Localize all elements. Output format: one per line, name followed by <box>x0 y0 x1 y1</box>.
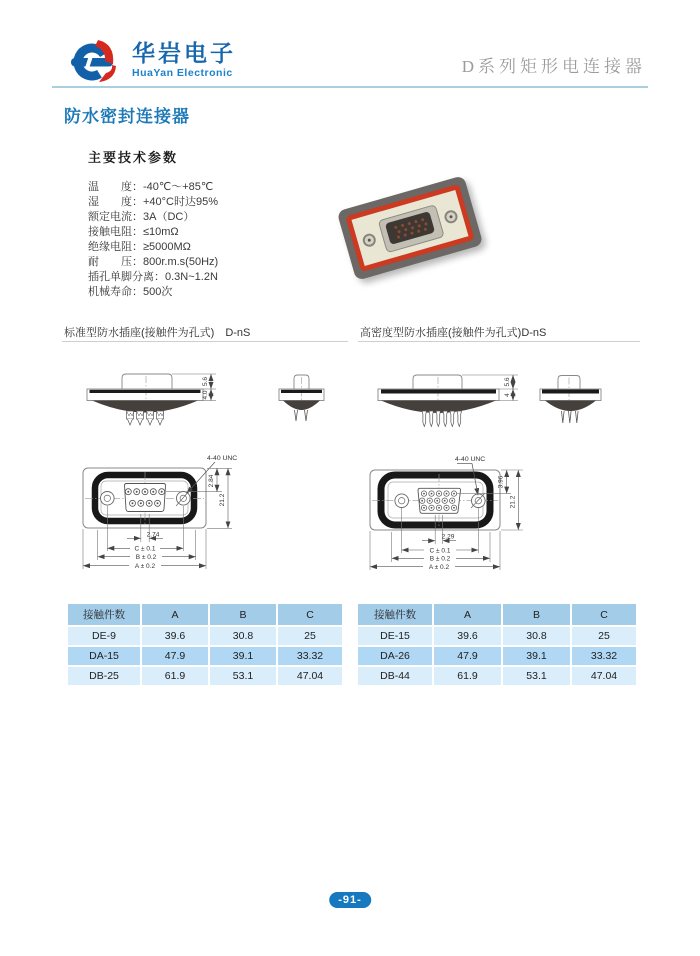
spec-insulation-resistance: 绝缘电阻：≥5000MΩ <box>88 241 191 253</box>
svg-text:5.6: 5.6 <box>202 376 209 387</box>
svg-text:A ± 0.2: A ± 0.2 <box>134 563 156 570</box>
logo-text <box>132 41 236 79</box>
params-heading: 主要技术参数 <box>88 150 179 165</box>
spec-list <box>88 180 218 300</box>
svg-text:21.2: 21.2 <box>219 493 226 507</box>
section-label-high-density: 高密度型防水插座(接触件为孔式)D-nS <box>360 327 547 339</box>
table-row: DB-44 61.9 53.1 47.04 <box>358 667 636 685</box>
drawing-high-density-front-view <box>358 448 528 576</box>
brand-name-cn: 华岩电子 <box>132 39 236 66</box>
photo-screw-right <box>443 208 459 224</box>
series-title: D系列矩形电连接器 <box>461 57 646 76</box>
standard-dimensions-table <box>66 602 344 687</box>
header-rule <box>52 86 648 88</box>
svg-text:A ± 0.2: A ± 0.2 <box>428 564 450 571</box>
svg-text:C ± 0.1: C ± 0.1 <box>429 547 451 555</box>
pin-contacts <box>422 411 462 427</box>
drawing-standard-side-view <box>75 352 345 447</box>
table-row: DE-9 39.6 30.8 25 <box>68 627 342 645</box>
spec-rated-current: 额定电流：3A（DC） <box>88 211 195 223</box>
brand-name-en: HuaYan Electronic <box>132 67 233 80</box>
high-density-dimensions-table <box>356 602 638 687</box>
product-photo <box>330 168 490 290</box>
thread-callout: 4-40 UNC <box>207 455 238 462</box>
table-row: DA-26 47.9 39.1 33.32 <box>358 647 636 665</box>
table-row: DA-15 47.9 39.1 33.32 <box>68 647 342 665</box>
spec-withstand-voltage: 耐 压：800r.m.s(50Hz) <box>88 256 219 268</box>
svg-text:3.96: 3.96 <box>497 475 505 489</box>
socket-contacts <box>420 491 457 511</box>
table-row: DE-15 39.6 30.8 25 <box>358 627 636 645</box>
pin-contacts <box>127 411 164 425</box>
table-header-row: 接触件数 A B C <box>68 604 342 625</box>
drawing-standard-front-view <box>70 448 240 576</box>
svg-text:21.2: 21.2 <box>509 495 517 509</box>
svg-text:B ± 0.2: B ± 0.2 <box>429 555 451 563</box>
table-row: DB-25 61.9 53.1 47.04 <box>68 667 342 685</box>
page-number-badge: -91- <box>329 892 371 908</box>
thread-callout: 4-40 UNC <box>455 456 486 463</box>
table-header-row: 接触件数 A B C <box>358 604 636 625</box>
section-rule-right <box>358 341 640 342</box>
company-logo <box>70 36 236 84</box>
svg-text:B ± 0.2: B ± 0.2 <box>135 554 157 561</box>
huayan-logo-icon <box>70 36 122 84</box>
photo-screw-left <box>361 232 377 248</box>
spec-humidity: 湿 度：+40°C时达95% <box>88 196 219 208</box>
drawing-high-density-side-view <box>365 352 635 447</box>
svg-text:4.0: 4.0 <box>202 390 209 400</box>
spec-mechanical-life: 机械寿命：500次 <box>88 286 173 298</box>
section-label-standard: 标准型防水插座(接触件为孔式) D-nS <box>64 327 251 339</box>
section-rule-left <box>62 341 348 342</box>
page-title: 防水密封连接器 <box>64 107 190 126</box>
svg-text:4: 4 <box>504 393 511 397</box>
d-sub-insert <box>125 484 166 512</box>
svg-text:5.6: 5.6 <box>504 377 511 387</box>
spec-temperature: 温 度：-40℃～+85℃ <box>88 181 214 193</box>
spec-contact-resistance: 接触电阻：≤10mΩ <box>88 226 179 238</box>
photo-contact-insert <box>385 211 435 245</box>
svg-text:2.74: 2.74 <box>146 531 160 539</box>
svg-text:2.84: 2.84 <box>208 474 215 488</box>
svg-text:2.29: 2.29 <box>441 533 455 541</box>
spec-separation-force: 插孔单脚分离：0.3N~1.2N <box>88 271 218 283</box>
photo-dsub-shell <box>378 204 445 253</box>
svg-text:C ± 0.1: C ± 0.1 <box>134 545 156 553</box>
